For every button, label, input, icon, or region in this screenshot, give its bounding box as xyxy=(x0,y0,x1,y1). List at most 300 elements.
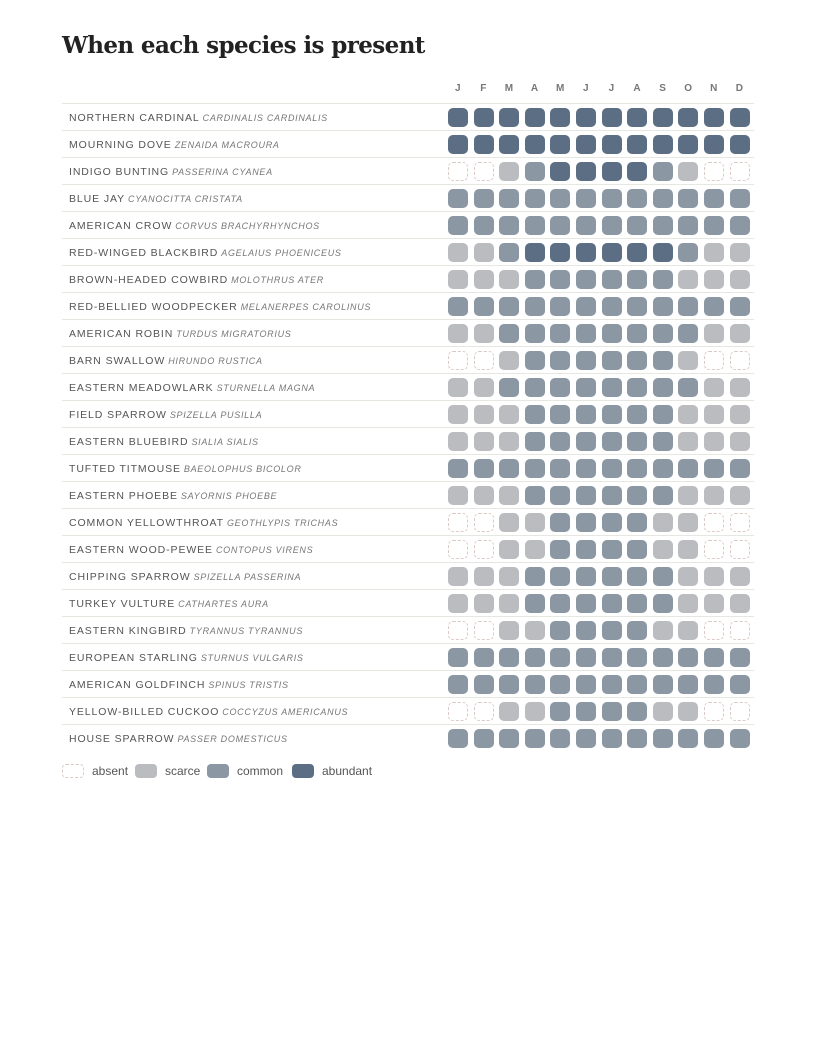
presence-cell xyxy=(627,324,647,343)
presence-cell xyxy=(678,189,698,208)
presence-cell xyxy=(704,567,724,586)
species-common-name: INDIGO BUNTING xyxy=(69,166,170,178)
presence-cell xyxy=(653,243,673,262)
presence-cell xyxy=(704,540,724,559)
presence-cell xyxy=(499,216,519,235)
presence-cell xyxy=(730,270,750,289)
presence-cell xyxy=(550,594,570,613)
month-label: A xyxy=(633,83,642,94)
presence-cell xyxy=(499,351,519,370)
presence-cell xyxy=(704,675,724,694)
presence-cell xyxy=(525,135,545,154)
presence-cell xyxy=(550,108,570,127)
presence-cell xyxy=(550,270,570,289)
presence-cell xyxy=(678,351,698,370)
presence-cell xyxy=(474,135,494,154)
presence-cell xyxy=(525,594,545,613)
presence-cell xyxy=(525,405,545,424)
species-common-name: COMMON YELLOWTHROAT xyxy=(69,517,224,529)
presence-cell xyxy=(653,432,673,451)
presence-cell xyxy=(730,378,750,397)
presence-cell xyxy=(448,432,468,451)
presence-cell xyxy=(550,135,570,154)
presence-cell xyxy=(448,459,468,478)
presence-cell xyxy=(653,729,673,748)
presence-cell xyxy=(525,540,545,559)
presence-cell xyxy=(627,216,647,235)
month-label: N xyxy=(710,83,718,94)
presence-cell xyxy=(499,297,519,316)
presence-cell xyxy=(704,297,724,316)
species-scientific-name: SAYORNIS PHOEBE xyxy=(180,491,278,501)
presence-cell xyxy=(448,675,468,694)
presence-cell xyxy=(448,189,468,208)
species-label xyxy=(69,482,447,508)
presence-cell xyxy=(602,729,622,748)
presence-cell xyxy=(602,351,622,370)
presence-cell xyxy=(499,243,519,262)
species-scientific-name: CATHARTES AURA xyxy=(178,599,269,609)
presence-cell xyxy=(653,108,673,127)
presence-cell xyxy=(576,513,596,532)
species-scientific-name: PASSER DOMESTICUS xyxy=(177,734,288,744)
presence-cell xyxy=(525,702,545,721)
presence-cell xyxy=(525,243,545,262)
species-label xyxy=(69,239,447,265)
presence-cell xyxy=(730,216,750,235)
month-label: M xyxy=(555,83,565,94)
legend-swatch xyxy=(207,764,229,778)
presence-cell xyxy=(448,405,468,424)
presence-cell xyxy=(576,459,596,478)
species-scientific-name: MOLOTHRUS ATER xyxy=(231,275,324,285)
presence-cell xyxy=(550,189,570,208)
presence-cell xyxy=(730,459,750,478)
presence-cell xyxy=(474,621,494,640)
species-scientific-name: BAEOLOPHUS BICOLOR xyxy=(183,464,302,474)
species-common-name: BROWN-HEADED COWBIRD xyxy=(69,274,229,286)
presence-cell xyxy=(730,729,750,748)
presence-cell xyxy=(525,567,545,586)
species-common-name: MOURNING DOVE xyxy=(69,139,172,151)
presence-cell xyxy=(525,189,545,208)
presence-cell xyxy=(525,270,545,289)
presence-cell xyxy=(678,459,698,478)
presence-cell xyxy=(576,540,596,559)
presence-cell xyxy=(653,270,673,289)
presence-cell xyxy=(602,216,622,235)
presence-cell xyxy=(474,270,494,289)
presence-cell xyxy=(576,567,596,586)
presence-cell xyxy=(550,675,570,694)
presence-cell xyxy=(627,162,647,181)
presence-cell xyxy=(678,648,698,667)
presence-cell xyxy=(576,270,596,289)
presence-cell xyxy=(550,162,570,181)
presence-cell xyxy=(474,648,494,667)
presence-cell xyxy=(499,189,519,208)
species-scientific-name: ZENAIDA MACROURA xyxy=(174,140,280,150)
month-label: S xyxy=(659,83,667,94)
presence-cell xyxy=(448,351,468,370)
presence-cell xyxy=(627,378,647,397)
species-label xyxy=(69,401,447,427)
presence-cell xyxy=(704,459,724,478)
species-row xyxy=(62,319,754,346)
month-label: F xyxy=(480,83,487,94)
presence-cell xyxy=(730,432,750,451)
presence-cell xyxy=(602,243,622,262)
presence-cell xyxy=(602,135,622,154)
presence-cell xyxy=(525,378,545,397)
presence-cell xyxy=(525,162,545,181)
presence-cell xyxy=(448,243,468,262)
species-label xyxy=(69,617,447,643)
presence-cell xyxy=(448,324,468,343)
presence-cell xyxy=(499,486,519,505)
month-label: J xyxy=(608,83,615,94)
presence-cell xyxy=(653,216,673,235)
species-label xyxy=(69,428,447,454)
presence-cell xyxy=(653,459,673,478)
legend-label: common xyxy=(237,764,284,778)
month-header xyxy=(62,83,754,97)
presence-cell xyxy=(678,594,698,613)
species-scientific-name: TYRANNUS TYRANNUS xyxy=(189,626,304,636)
presence-cell xyxy=(627,351,647,370)
presence-cell xyxy=(730,135,750,154)
presence-cell xyxy=(474,189,494,208)
presence-cell xyxy=(499,594,519,613)
presence-cell xyxy=(627,486,647,505)
presence-cell xyxy=(653,648,673,667)
presence-cell xyxy=(576,351,596,370)
species-table xyxy=(62,103,754,751)
presence-cell xyxy=(576,216,596,235)
species-label xyxy=(69,590,447,616)
presence-cell xyxy=(576,405,596,424)
presence-cell xyxy=(704,378,724,397)
presence-cell xyxy=(704,594,724,613)
presence-cell xyxy=(678,729,698,748)
presence-cell xyxy=(704,729,724,748)
species-common-name: EASTERN KINGBIRD xyxy=(69,625,187,637)
presence-cell xyxy=(627,135,647,154)
presence-cell xyxy=(730,486,750,505)
presence-cell xyxy=(678,270,698,289)
species-common-name: TURKEY VULTURE xyxy=(69,598,176,610)
presence-cell xyxy=(448,297,468,316)
species-label xyxy=(69,563,447,589)
presence-cell xyxy=(474,378,494,397)
species-scientific-name: SPIZELLA PASSERINA xyxy=(193,572,302,582)
presence-cell xyxy=(474,297,494,316)
presence-cell xyxy=(525,351,545,370)
presence-cell xyxy=(678,513,698,532)
presence-cell xyxy=(525,108,545,127)
presence-cell xyxy=(627,405,647,424)
presence-cell xyxy=(576,162,596,181)
presence-cell xyxy=(576,108,596,127)
species-scientific-name: GEOTHLYPIS TRICHAS xyxy=(226,518,339,528)
species-common-name: FIELD SPARROW xyxy=(69,409,167,421)
presence-cell xyxy=(627,297,647,316)
species-row xyxy=(62,697,754,724)
presence-cell xyxy=(678,702,698,721)
presence-cell xyxy=(730,324,750,343)
presence-cell xyxy=(653,324,673,343)
presence-cell xyxy=(499,324,519,343)
presence-cell xyxy=(704,189,724,208)
presence-cell xyxy=(448,378,468,397)
presence-cell xyxy=(550,486,570,505)
presence-cell xyxy=(576,297,596,316)
presence-cell xyxy=(730,108,750,127)
presence-cell xyxy=(474,324,494,343)
presence-cell xyxy=(602,324,622,343)
species-row xyxy=(62,508,754,535)
species-row xyxy=(62,346,754,373)
presence-cell xyxy=(678,486,698,505)
presence-cell xyxy=(525,729,545,748)
presence-cell xyxy=(448,486,468,505)
presence-cell xyxy=(602,540,622,559)
presence-cell xyxy=(678,621,698,640)
presence-cell xyxy=(474,567,494,586)
presence-cell xyxy=(576,378,596,397)
presence-cell xyxy=(730,189,750,208)
species-label xyxy=(69,671,447,697)
presence-cell xyxy=(550,621,570,640)
presence-cell xyxy=(550,702,570,721)
presence-cell xyxy=(474,540,494,559)
presence-cell xyxy=(678,297,698,316)
presence-cell xyxy=(653,378,673,397)
species-common-name: AMERICAN ROBIN xyxy=(69,328,174,340)
species-row xyxy=(62,643,754,670)
species-common-name: HOUSE SPARROW xyxy=(69,733,175,745)
species-label xyxy=(69,104,447,130)
presence-cell xyxy=(499,108,519,127)
legend-swatch xyxy=(62,764,84,778)
species-label xyxy=(69,374,447,400)
species-row xyxy=(62,454,754,481)
presence-cell xyxy=(730,567,750,586)
species-common-name: RED-BELLIED WOODPECKER xyxy=(69,301,238,313)
species-scientific-name: AGELAIUS PHOENICEUS xyxy=(221,248,342,258)
presence-cell xyxy=(602,513,622,532)
presence-cell xyxy=(474,459,494,478)
presence-cell xyxy=(704,216,724,235)
presence-cell xyxy=(576,729,596,748)
presence-cell xyxy=(499,459,519,478)
species-label xyxy=(69,266,447,292)
presence-cell xyxy=(499,432,519,451)
presence-cell xyxy=(550,351,570,370)
species-common-name: EASTERN WOOD-PEWEE xyxy=(69,544,213,556)
presence-cell xyxy=(678,243,698,262)
species-common-name: EASTERN BLUEBIRD xyxy=(69,436,189,448)
presence-cell xyxy=(678,675,698,694)
presence-cell xyxy=(602,486,622,505)
presence-cell xyxy=(525,432,545,451)
presence-cell xyxy=(653,162,673,181)
species-row xyxy=(62,265,754,292)
presence-cell xyxy=(704,432,724,451)
presence-cell xyxy=(474,162,494,181)
presence-cell xyxy=(448,513,468,532)
presence-cell xyxy=(704,702,724,721)
presence-cell xyxy=(602,675,622,694)
species-label xyxy=(69,698,447,724)
presence-cell xyxy=(448,162,468,181)
presence-cell xyxy=(448,702,468,721)
presence-cell xyxy=(653,351,673,370)
species-scientific-name: CONTOPUS VIRENS xyxy=(215,545,314,555)
species-row xyxy=(62,373,754,400)
presence-cell xyxy=(448,621,468,640)
presence-cell xyxy=(525,216,545,235)
presence-cell xyxy=(704,135,724,154)
presence-cell xyxy=(550,378,570,397)
presence-cell xyxy=(499,135,519,154)
presence-cell xyxy=(550,459,570,478)
presence-cell xyxy=(448,135,468,154)
presence-cell xyxy=(678,162,698,181)
presence-cell xyxy=(550,297,570,316)
presence-cell xyxy=(550,243,570,262)
species-common-name: TUFTED TITMOUSE xyxy=(69,463,181,475)
species-common-name: BARN SWALLOW xyxy=(69,355,166,367)
species-row xyxy=(62,157,754,184)
presence-cell xyxy=(448,648,468,667)
presence-cell xyxy=(474,594,494,613)
presence-cell xyxy=(627,621,647,640)
species-scientific-name: TURDUS MIGRATORIUS xyxy=(176,329,292,339)
presence-cell xyxy=(730,351,750,370)
presence-cell xyxy=(678,378,698,397)
presence-cell xyxy=(550,540,570,559)
presence-cell xyxy=(704,513,724,532)
species-common-name: RED-WINGED BLACKBIRD xyxy=(69,247,219,259)
presence-cell xyxy=(678,135,698,154)
presence-cell xyxy=(499,729,519,748)
presence-cell xyxy=(627,567,647,586)
presence-cell xyxy=(627,243,647,262)
presence-cell xyxy=(678,432,698,451)
presence-cell xyxy=(730,594,750,613)
species-common-name: AMERICAN CROW xyxy=(69,220,173,232)
legend-label: absent xyxy=(92,764,129,778)
species-common-name: EASTERN PHOEBE xyxy=(69,490,178,502)
species-label xyxy=(69,185,447,211)
presence-cell xyxy=(704,162,724,181)
presence-cell xyxy=(704,243,724,262)
presence-cell xyxy=(448,108,468,127)
presence-cell xyxy=(602,432,622,451)
presence-cell xyxy=(576,189,596,208)
species-label xyxy=(69,320,447,346)
presence-cell xyxy=(730,702,750,721)
presence-cell xyxy=(550,432,570,451)
presence-cell xyxy=(474,351,494,370)
presence-cell xyxy=(474,216,494,235)
month-label: J xyxy=(582,83,590,94)
species-row xyxy=(62,562,754,589)
presence-cell xyxy=(576,594,596,613)
presence-cell xyxy=(704,648,724,667)
presence-cell xyxy=(525,486,545,505)
species-row xyxy=(62,670,754,697)
presence-cell xyxy=(474,729,494,748)
species-scientific-name: STURNELLA MAGNA xyxy=(216,383,316,393)
species-scientific-name: CORVUS BRACHYRHYNCHOS xyxy=(175,221,320,231)
presence-cell xyxy=(550,567,570,586)
presence-cell xyxy=(474,486,494,505)
presence-cell xyxy=(448,594,468,613)
species-common-name: YELLOW-BILLED CUCKOO xyxy=(69,706,220,718)
presence-cell xyxy=(499,621,519,640)
presence-cell xyxy=(704,324,724,343)
species-row xyxy=(62,292,754,319)
species-common-name: EASTERN MEADOWLARK xyxy=(69,382,214,394)
presence-cell xyxy=(602,648,622,667)
presence-cell xyxy=(602,297,622,316)
species-label xyxy=(69,131,447,157)
presence-cell xyxy=(627,675,647,694)
presence-cell xyxy=(499,675,519,694)
presence-cell xyxy=(550,729,570,748)
presence-cell xyxy=(653,621,673,640)
species-common-name: AMERICAN GOLDFINCH xyxy=(69,679,206,691)
species-scientific-name: CYANOCITTA CRISTATA xyxy=(128,194,243,204)
presence-cell xyxy=(576,621,596,640)
presence-cell xyxy=(576,702,596,721)
presence-cell xyxy=(627,108,647,127)
species-row xyxy=(62,535,754,562)
species-common-name: NORTHERN CARDINAL xyxy=(69,112,200,124)
presence-cell xyxy=(730,621,750,640)
presence-cell xyxy=(550,648,570,667)
presence-cell xyxy=(576,432,596,451)
presence-cell xyxy=(704,405,724,424)
species-common-name: EUROPEAN STARLING xyxy=(69,652,198,664)
presence-cell xyxy=(730,162,750,181)
presence-cell xyxy=(602,162,622,181)
species-row xyxy=(62,616,754,643)
species-row xyxy=(62,481,754,508)
presence-cell xyxy=(678,567,698,586)
presence-cell xyxy=(653,594,673,613)
presence-cell xyxy=(678,405,698,424)
presence-cell xyxy=(499,540,519,559)
presence-cell xyxy=(499,162,519,181)
presence-cell xyxy=(627,729,647,748)
presence-cell xyxy=(730,405,750,424)
presence-cell xyxy=(499,567,519,586)
presence-cell xyxy=(576,135,596,154)
presence-cell xyxy=(550,513,570,532)
presence-cell xyxy=(602,567,622,586)
presence-cell xyxy=(627,540,647,559)
presence-cell xyxy=(474,432,494,451)
presence-cell xyxy=(627,648,647,667)
presence-cell xyxy=(602,702,622,721)
species-scientific-name: COCCYZUS AMERICANUS xyxy=(222,707,349,717)
species-label xyxy=(69,536,447,562)
species-common-name: BLUE JAY xyxy=(69,193,126,205)
presence-cell xyxy=(627,459,647,478)
